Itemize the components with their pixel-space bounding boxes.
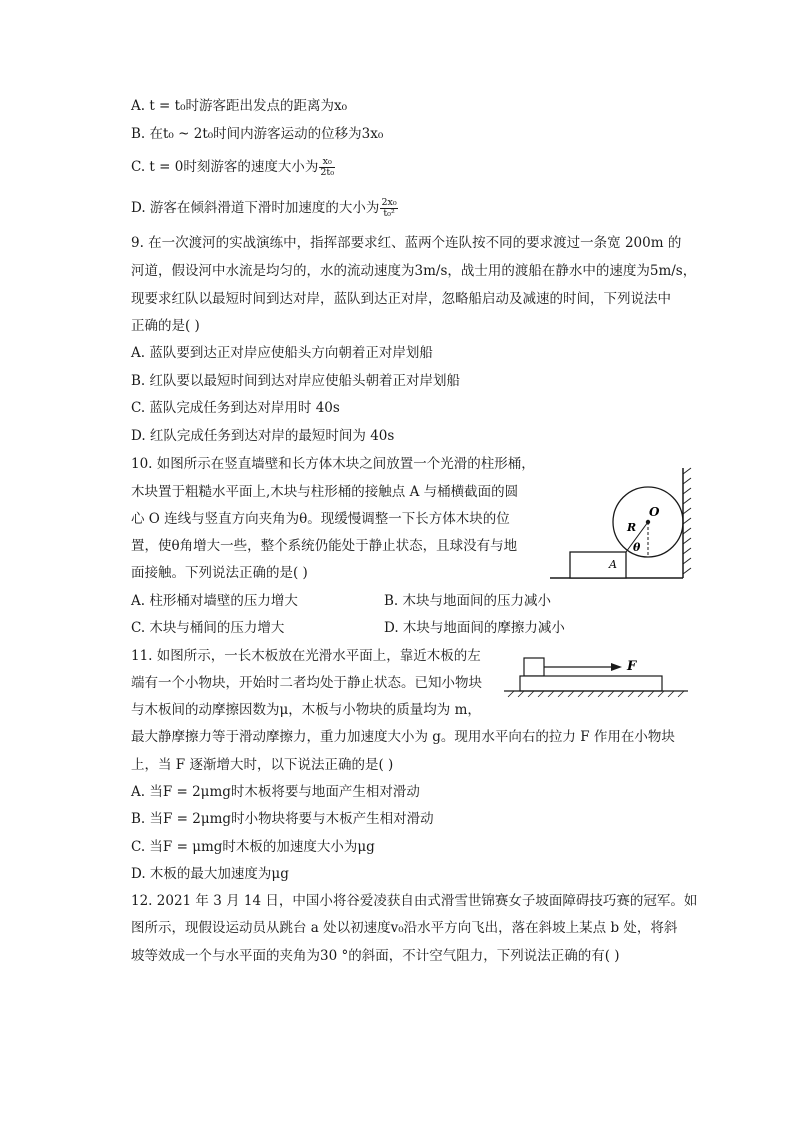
q10-stem-line-3: 心 O 连线与竖直方向夹角为θ。现缓慢调整一下长方体木块的位 <box>131 511 510 527</box>
q11-stem-line-3: 与木板间的动摩擦因数为μ，木板与小物块的质量均为 m， <box>131 702 481 718</box>
q9-option-c: C. 蓝队完成任务到达对岸用时 40s <box>131 400 340 416</box>
q8-option-c <box>131 157 335 178</box>
q8-option-c-fraction <box>319 157 335 178</box>
q10-option-d: D. 木块与地面间的摩擦力减小 <box>384 620 565 636</box>
q12-stem-line-3: 坡等效成一个与水平面的夹角为30 °的斜面，不计空气阻力，下列说法正确的有( ) <box>131 948 620 964</box>
label-theta: θ <box>633 541 641 554</box>
q11-option-a: A. 当F = 2μmg时木板将要与地面产生相对滑动 <box>131 784 420 800</box>
q11-stem-line-4: 最大静摩擦力等于滑动摩擦力，重力加速度大小为 g。现用水平向右的拉力 F 作用在小物块 <box>131 729 675 745</box>
q10-figure <box>548 464 700 586</box>
q9-option-d: D. 红队完成任务到达对岸的最短时间为 40s <box>131 428 395 444</box>
q8-option-a: A. t = t₀时游客距出发点的距离为x₀ <box>131 98 348 114</box>
q10-option-b: B. 木块与地面间的压力减小 <box>384 593 552 609</box>
wall-hatching <box>683 468 691 574</box>
q9-option-b: B. 红队要以最短时间到达对岸应使船头朝着正对岸划船 <box>131 373 461 389</box>
q9-stem-line-2: 河道，假设河中水流是均匀的，水的流动速度为3m/s，战士用的渡船在静水中的速度为5m/s， <box>131 263 697 279</box>
q9-stem-line-3: 现要求红队以最短时间到达对岸，蓝队到达正对岸，忽略船启动及减速的时间，下列说法中 <box>131 291 671 307</box>
long-board <box>520 676 662 691</box>
q12-stem-line-1: 12. 2021 年 3 月 14 日，中国小将谷爱凌获自由式滑雪世锦赛女子坡面障碍技巧赛的冠军。如 <box>131 893 698 909</box>
q10-option-a: A. 柱形桶对墙壁的压力增大 <box>131 593 298 609</box>
q10-stem-line-5: 面接触。下列说法正确的是( ) <box>131 565 308 581</box>
label-A: A <box>609 558 617 571</box>
fraction-numerator: x₀ <box>319 157 335 168</box>
q11-option-d: D. 木板的最大加速度为μg <box>131 866 289 882</box>
q9-stem-line-4: 正确的是( ) <box>131 318 200 334</box>
q10-stem-line-4: 置，使θ角增大一些，整个系统仍能处于静止状态，且球没有与地 <box>131 538 518 554</box>
q11-stem-line-1: 11. 如图所示，一长木板放在光滑水平面上，靠近木板的左 <box>131 648 481 664</box>
label-F: F <box>627 659 637 674</box>
q9-stem-line-1: 9. 在一次渡河的实战演练中，指挥部要求红、蓝两个连队按不同的要求渡过一条宽 200m 的 <box>131 235 682 251</box>
fraction-numerator: 2x₀ <box>381 197 397 208</box>
q10-option-c: C. 木块与桶间的压力增大 <box>131 620 285 636</box>
q8-option-c-text: C. t = 0时刻游客的速度大小为 <box>131 159 319 175</box>
block <box>570 552 626 578</box>
ground-hatching <box>508 691 684 697</box>
q11-option-c: C. 当F = μmg时木板的加速度大小为μg <box>131 839 375 855</box>
fraction-denominator: 2t₀ <box>320 167 335 178</box>
fraction-denominator: t₀² <box>383 208 395 219</box>
label-O: O <box>649 505 660 519</box>
q11-stem-line-5: 上，当 F 逐渐增大时，以下说法正确的是( ) <box>131 757 394 773</box>
q8-option-d <box>131 198 398 219</box>
q10-stem-line-2: 木块置于粗糙水平面上,木块与柱形桶的接触点 A 与桶横截面的圆 <box>131 484 519 500</box>
q8-option-b: B. 在t₀ ~ 2t₀时间内游客运动的位移为3x₀ <box>131 126 384 142</box>
q11-option-b: B. 当F = 2μmg时小物块将要与木板产生相对滑动 <box>131 811 434 827</box>
q8-option-d-text: D. 游客在倾斜滑道下滑时加速度的大小为 <box>131 200 380 216</box>
small-block <box>524 658 544 676</box>
q11-figure <box>500 652 692 708</box>
arrowhead-icon <box>611 663 622 671</box>
q12-stem-line-2: 图所示，现假设运动员从跳台 a 处以初速度v₀沿水平方向飞出，落在斜坡上某点 b 处，将斜 <box>131 920 678 936</box>
q9-option-a: A. 蓝队要到达正对岸应使船头方向朝着正对岸划船 <box>131 345 433 361</box>
q8-option-d-fraction <box>380 198 397 219</box>
q11-stem-line-2: 端有一个小物块，开始时二者均处于静止状态。已知小物块 <box>131 675 482 691</box>
label-R: R <box>627 521 637 534</box>
q10-stem-line-1: 10. 如图所示在竖直墙壁和长方体木块之间放置一个光滑的柱形桶， <box>131 456 535 472</box>
